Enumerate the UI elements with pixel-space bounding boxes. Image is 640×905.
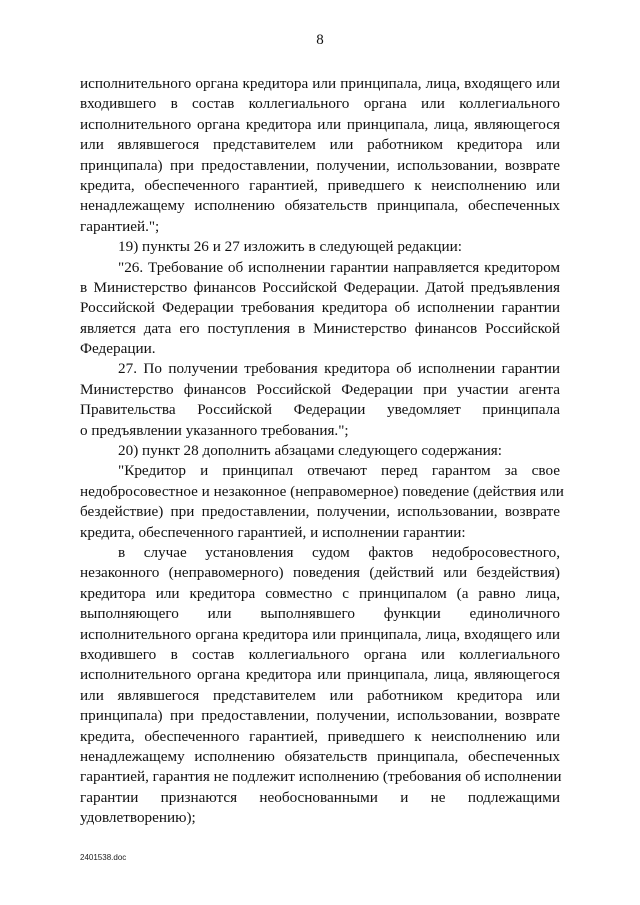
text-line: выполняющего или выполнявшего функции единоличного (80, 605, 560, 623)
text-line: 20) пункт 28 дополнить абзацами следующего содержания: (118, 442, 502, 460)
text-line: "Кредитор и принципал отвечают перед гарантом за свое (118, 462, 560, 480)
text-line: Федерации. (80, 340, 156, 358)
text-line: исполнительного органа кредитора или принципала, лица, входящего или (80, 75, 560, 92)
text-line: о предъявлении указанного требования."; (80, 421, 349, 439)
text-line: или являвшегося представителем или работником кредитора или (80, 686, 560, 704)
text-line: кредита, обеспеченного гарантией, приведшего к неисполнению или (80, 176, 560, 194)
text-line: Правительства Российской Федерации уведомляет принципала (80, 401, 560, 419)
text-line: кредита, обеспеченного гарантией, приведшего к неисполнению или (80, 727, 560, 745)
text-line: недобросовестное и незаконное (неправомерное) поведение (действия или (80, 482, 564, 500)
file-name-footer: 2401538.doc (80, 853, 127, 862)
text-line: кредитора или кредитора совместно с принципалом (а равно лица, (80, 584, 560, 602)
text-line: исполнительного органа кредитора или принципала, лица, являющегося (80, 666, 560, 684)
text-line: бездействие) при предоставлении, получении, использовании, возврате (80, 503, 560, 521)
text-line: исполнительного органа кредитора или принципала, лица, входящего или (80, 625, 560, 643)
text-line: принципала) при предоставлении, получении, использовании, возврате (80, 156, 560, 174)
text-line: 27. По получении требования кредитора об исполнении гарантии (118, 360, 560, 378)
text-line: входившего в состав коллегиального органа или коллегиального (80, 95, 560, 113)
text-line: ненадлежащему исполнению обязательств принципала, обеспеченных (80, 197, 560, 215)
text-line: Российской Федерации требования кредитора об исполнении гарантии (80, 299, 560, 317)
text-line: Министерство финансов Российской Федерации при участии агента (80, 380, 560, 398)
page-number: 8 (316, 32, 324, 48)
text-line: гарантией, гарантия не подлежит исполнению (требования об исполнении (80, 768, 562, 786)
text-line: в Министерство финансов Российской Федерации. Датой предъявления (80, 278, 560, 296)
text-line: в случае установления судом фактов недобросовестного, (118, 543, 560, 561)
text-line: является дата его поступления в Министерство финансов Российской (80, 319, 560, 337)
text-line: незаконного (неправомерного) поведения (действий или бездействия) (80, 564, 560, 582)
text-line: кредита, обеспеченного гарантией, и исполнении гарантии: (80, 523, 466, 541)
text-line: ненадлежащему исполнению обязательств принципала, обеспеченных (80, 747, 560, 765)
text-line: удовлетворению); (80, 809, 196, 827)
text-line: исполнительного органа кредитора или принципала, лица, являющегося (80, 115, 560, 133)
text-line: или являвшегося представителем или работником кредитора или (80, 136, 560, 154)
document-body (80, 74, 564, 828)
text-line: гарантией."; (80, 217, 160, 235)
text-line: принципала) при предоставлении, получении, использовании, возврате (80, 707, 560, 725)
text-line: "26. Требование об исполнении гарантии направляется кредитором (118, 258, 560, 276)
text-line: гарантии признаются необоснованными и не подлежащими (80, 788, 560, 806)
text-line: входившего в состав коллегиального органа или коллегиального (80, 645, 560, 663)
text-line: 19) пункты 26 и 27 изложить в следующей редакции: (118, 238, 462, 256)
